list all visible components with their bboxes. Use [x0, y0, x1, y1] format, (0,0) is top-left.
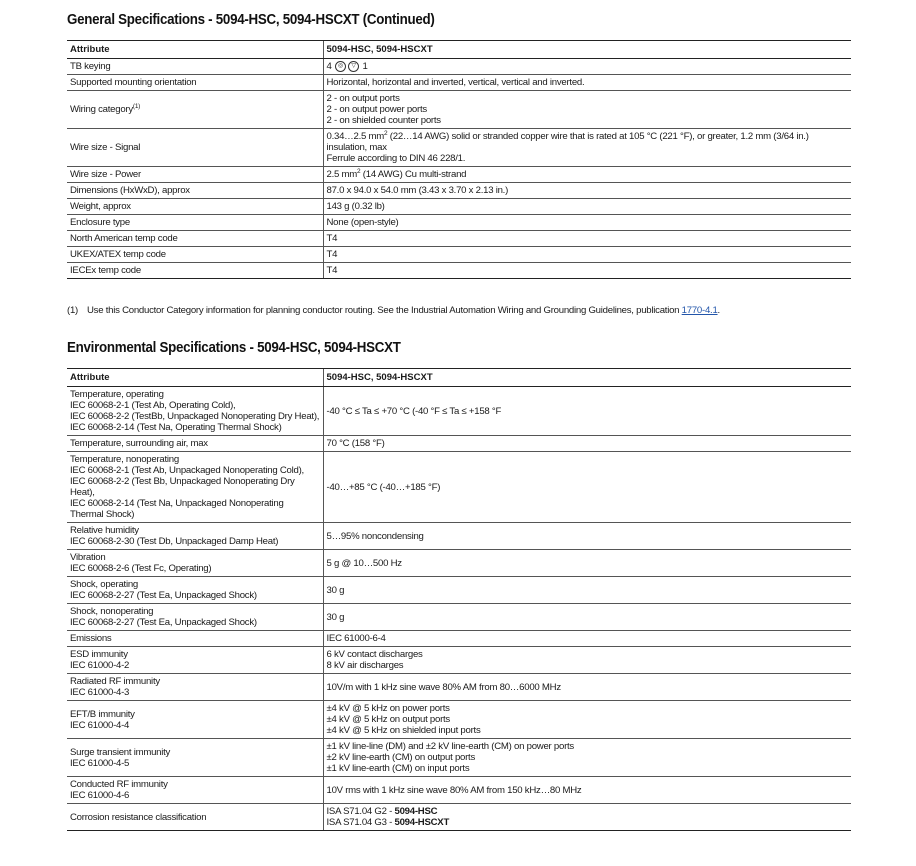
row-value: 30 g	[323, 604, 851, 631]
table-row	[67, 263, 851, 279]
row-attribute: Weight, approx	[67, 199, 323, 215]
row-attribute: Emissions	[67, 631, 323, 647]
row-attribute: TB keying	[67, 59, 323, 75]
footnote-number: (1)	[67, 305, 78, 316]
wire-power-size: 2.5 mm	[326, 169, 357, 181]
table-row	[67, 167, 851, 183]
key-slot-icon: ◎	[335, 61, 346, 72]
wire-power-desc: (14 AWG) Cu multi-strand	[360, 169, 467, 181]
row-attribute: Temperature, nonoperating IEC 60068-2-1 (Test Ab, Unpackaged Nonoperating Cold), IEC 60068-2-2 (Test Bb, Unpackaged Nonoperating Dry Heat), IEC 60068-2-14 (Test Na, Unpackaged Nonoperating Thermal Shock)	[67, 452, 323, 523]
row-attribute: Shock, nonoperating IEC 60068-2-27 (Test Ea, Unpackaged Shock)	[67, 604, 323, 631]
wire-signal-size: 0.34…2.5 mm	[326, 131, 385, 143]
row-value: -40…+85 °C (-40…+185 °F)	[323, 452, 851, 523]
table-row	[67, 231, 851, 247]
row-attribute: North American temp code	[67, 231, 323, 247]
table-row	[67, 631, 851, 647]
row-value: 5…95% noncondensing	[323, 523, 851, 550]
table-row	[67, 436, 851, 452]
wiring-category-label: Wiring category	[70, 104, 133, 116]
row-value	[323, 129, 851, 167]
row-attribute: Relative humidity IEC 60068-2-30 (Test Db, Unpackaged Damp Heat)	[67, 523, 323, 550]
row-value: 87.0 x 94.0 x 54.0 mm (3.43 x 3.70 x 2.13 in.)	[323, 183, 851, 199]
key-tab-icon: ▽	[348, 61, 359, 72]
row-value: 10V rms with 1 kHz sine wave 80% AM from 150 kHz…80 MHz	[323, 777, 851, 804]
row-attribute: IECEx temp code	[67, 263, 323, 279]
row-attribute	[67, 91, 323, 129]
row-value: Horizontal, horizontal and inverted, vertical, vertical and inverted.	[323, 75, 851, 91]
row-value	[323, 167, 851, 183]
row-attribute: Wire size - Signal	[67, 129, 323, 167]
row-attribute: Temperature, surrounding air, max	[67, 436, 323, 452]
header-attribute: Attribute	[67, 369, 323, 387]
row-attribute: Corrosion resistance classification	[67, 804, 323, 831]
catalog-hscxt: 5094-HSCXT	[394, 817, 450, 828]
table-row	[67, 674, 851, 701]
row-attribute: Wire size - Power	[67, 167, 323, 183]
row-value: -40 °C ≤ Ta ≤ +70 °C (-40 °F ≤ Ta ≤ +158 °F	[323, 387, 851, 436]
table-row	[67, 739, 851, 777]
row-value: 5 g @ 10…500 Hz	[323, 550, 851, 577]
tb-keying-prefix: 4	[326, 61, 332, 73]
table-row	[67, 523, 851, 550]
environmental-specs-title: Environmental Specifications - 5094-HSC, 5094-HSCXT	[67, 340, 401, 356]
table-row	[67, 804, 851, 831]
row-attribute: Vibration IEC 60068-2-6 (Test Fc, Operating)	[67, 550, 323, 577]
header-catalog: 5094-HSC, 5094-HSCXT	[323, 369, 851, 387]
table-row	[67, 577, 851, 604]
row-value: 70 °C (158 °F)	[323, 436, 851, 452]
row-attribute: Temperature, operating IEC 60068-2-1 (Test Ab, Operating Cold), IEC 60068-2-2 (TestBb, Unpackaged Nonoperating Dry Heat), IEC 60068-2-14 (Test Na, Operating Thermal Shock)	[67, 387, 323, 436]
table-row	[67, 215, 851, 231]
table-row	[67, 91, 851, 129]
footnote-ref: (1)	[132, 102, 141, 110]
footnote-end: .	[717, 305, 720, 316]
superscript: 2	[357, 167, 361, 175]
table-row	[67, 199, 851, 215]
row-value: 143 g (0.32 lb)	[323, 199, 851, 215]
publication-link[interactable]: 1770-4.1	[681, 305, 718, 316]
table-row	[67, 550, 851, 577]
row-attribute: Enclosure type	[67, 215, 323, 231]
table-row	[67, 701, 851, 739]
header-catalog: 5094-HSC, 5094-HSCXT	[323, 41, 851, 59]
footnote-text: Use this Conductor Category information for planning conductor routing. See the Industrial Automation Wiring and Grounding Guidelines, publication	[87, 305, 682, 316]
table-row	[67, 647, 851, 674]
row-attribute: Supported mounting orientation	[67, 75, 323, 91]
row-attribute: ESD immunity IEC 61000-4-2	[67, 647, 323, 674]
table-row	[67, 387, 851, 436]
row-attribute: Surge transient immunity IEC 61000-4-5	[67, 739, 323, 777]
table-row	[67, 247, 851, 263]
row-value: T4	[323, 247, 851, 263]
row-value	[323, 59, 851, 75]
row-attribute: Shock, operating IEC 60068-2-27 (Test Ea, Unpackaged Shock)	[67, 577, 323, 604]
table-row	[67, 604, 851, 631]
row-value: 10V/m with 1 kHz sine wave 80% AM from 80…6000 MHz	[323, 674, 851, 701]
table-header-row	[67, 41, 851, 59]
row-value: T4	[323, 263, 851, 279]
row-attribute: EFT/B immunity IEC 61000-4-4	[67, 701, 323, 739]
row-value: 6 kV contact discharges 8 kV air discharges	[323, 647, 851, 674]
table-row	[67, 777, 851, 804]
row-value	[323, 804, 851, 831]
table-row	[67, 183, 851, 199]
superscript: 2	[384, 129, 388, 137]
table-row	[67, 59, 851, 75]
row-attribute: Conducted RF immunity IEC 61000-4-6	[67, 777, 323, 804]
row-value: T4	[323, 231, 851, 247]
general-specs-table	[67, 40, 851, 279]
wire-signal-ferrule: Ferrule according to DIN 46 228/1.	[326, 153, 466, 165]
row-value: ±4 kV @ 5 kHz on power ports ±4 kV @ 5 kHz on output ports ±4 kV @ 5 kHz on shielded input ports	[323, 701, 851, 739]
corrosion-g2: ISA S71.04 G2 -	[326, 806, 395, 817]
environmental-specs-table	[67, 368, 851, 831]
row-attribute: UKEX/ATEX temp code	[67, 247, 323, 263]
footnote	[67, 305, 720, 316]
row-value: IEC 61000-6-4	[323, 631, 851, 647]
header-attribute: Attribute	[67, 41, 323, 59]
wire-signal-desc: (22…14 AWG) solid or stranded copper wire that is rated at 105 °C (221 °F), or greater, 1.2 mm (3/64 in.) insulation, max	[326, 131, 809, 154]
table-row	[67, 452, 851, 523]
row-value: ±1 kV line-line (DM) and ±2 kV line-earth (CM) on power ports ±2 kV line-earth (CM) on output ports ±1 kV line-earth (CM) on input ports	[323, 739, 851, 777]
general-specs-title: General Specifications - 5094-HSC, 5094-HSCXT (Continued)	[67, 12, 435, 28]
table-row	[67, 129, 851, 167]
table-row	[67, 75, 851, 91]
catalog-hsc: 5094-HSC	[394, 806, 438, 817]
row-value: None (open-style)	[323, 215, 851, 231]
row-attribute: Dimensions (HxWxD), approx	[67, 183, 323, 199]
tb-keying-suffix: 1	[362, 61, 368, 73]
corrosion-g3: ISA S71.04 G3 -	[326, 817, 395, 828]
row-value: 2 - on output ports 2 - on output power ports 2 - on shielded counter ports	[323, 91, 851, 129]
table-header-row	[67, 369, 851, 387]
row-value: 30 g	[323, 577, 851, 604]
row-attribute: Radiated RF immunity IEC 61000-4-3	[67, 674, 323, 701]
